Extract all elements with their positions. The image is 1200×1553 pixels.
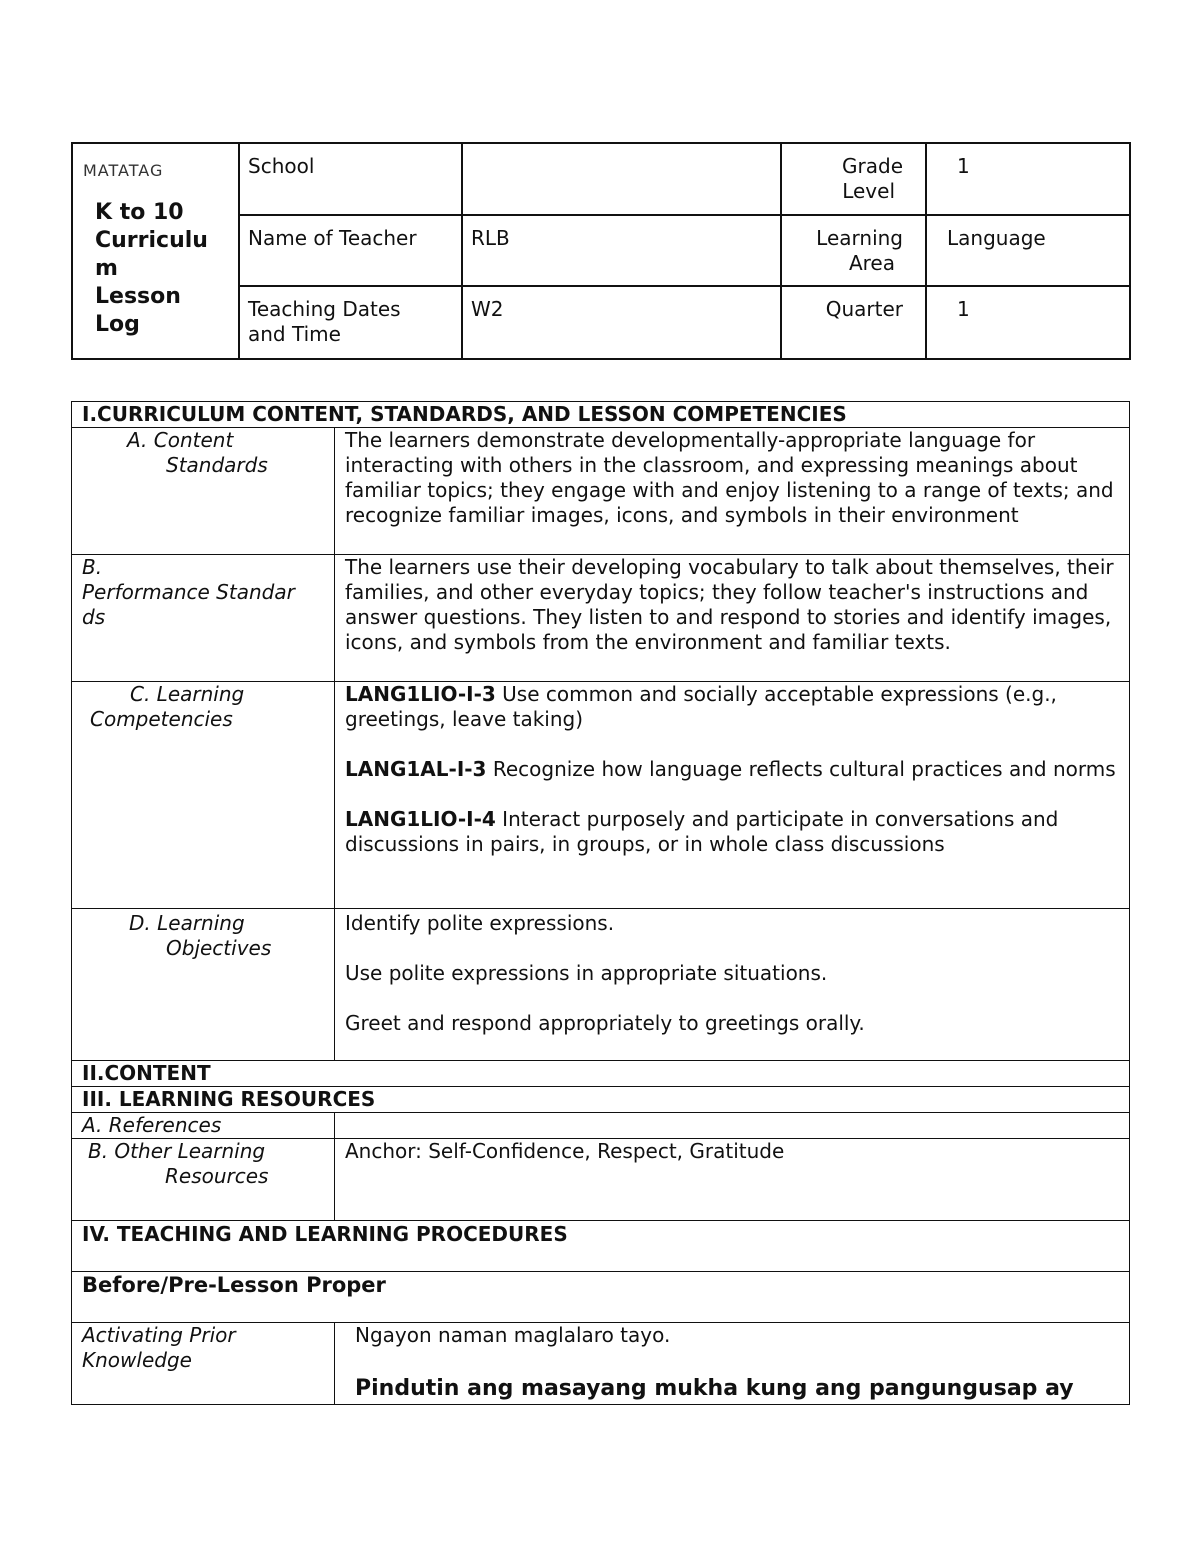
competency-item: LANG1LIO-I-3 Use common and socially acceptable expressions (e.g., greetings, leave taking): [345, 682, 1057, 731]
other-resources-label: B. Other Learning Resources: [72, 1139, 335, 1221]
competency-item: LANG1LIO-I-4 Interact purposely and participate in conversations and discussions in pairs, in groups, or in whole class discussions: [345, 807, 1059, 856]
learning-objectives-text: [335, 909, 1130, 1061]
learning-competencies-text: [335, 682, 1130, 909]
dates-label: Teaching Dates and Time: [239, 286, 462, 359]
performance-standards-label: B. Performance Standar ds: [72, 555, 335, 682]
grade-value: 1: [926, 143, 1130, 215]
activating-prior-knowledge-label: Activating Prior Knowledge: [72, 1323, 335, 1405]
school-label: School: [239, 143, 462, 215]
brand-label: MATATAG: [83, 161, 164, 180]
section-2-title: II.CONTENT: [72, 1061, 1130, 1087]
content-standards-label: A. Content Standards: [72, 428, 335, 555]
objective-item: Greet and respond appropriately to greetings orally.: [345, 1011, 865, 1035]
learning-competencies-label: C. Learning Competencies: [72, 682, 335, 909]
quarter-label: Quarter: [781, 286, 926, 359]
quarter-value: 1: [926, 286, 1130, 359]
references-label: A. References: [72, 1113, 335, 1139]
section-1-title: I.CURRICULUM CONTENT, STANDARDS, AND LESSON COMPETENCIES: [72, 402, 1130, 428]
learning-objectives-label: D. Learning Objectives: [72, 909, 335, 1061]
section-3-title: III. LEARNING RESOURCES: [72, 1087, 1130, 1113]
lesson-log-title: K to 10 Curriculu m Lesson Log: [95, 200, 208, 337]
teacher-value: RLB: [462, 215, 781, 286]
objective-item: Use polite expressions in appropriate situations.: [345, 961, 828, 985]
area-value: Language: [926, 215, 1130, 286]
references-value: [335, 1113, 1130, 1139]
teacher-label: Name of Teacher: [239, 215, 462, 286]
school-value: [462, 143, 781, 215]
grade-label: Grade Level: [781, 143, 926, 215]
pre-lesson-title: Before/Pre-Lesson Proper: [72, 1272, 1130, 1323]
objective-item: Identify polite expressions.: [345, 911, 615, 935]
content-standards-text: The learners demonstrate developmentally-appropriate language for interacting with others in the classroom, and expressing meanings about familiar topics; they engage with and enjoy listening to a range of texts; and recognize familiar images, icons, and symbols in their environment: [335, 428, 1130, 555]
competency-item: LANG1AL-I-3 Recognize how language reflects cultural practices and norms: [345, 757, 1116, 781]
other-resources-text: Anchor: Self-Confidence, Respect, Gratitude: [335, 1139, 1130, 1221]
logo-cell: [72, 143, 239, 359]
area-label: Learning Area: [781, 215, 926, 286]
dates-value: W2: [462, 286, 781, 359]
activating-prior-knowledge-text: Ngayon naman maglalaro tayo. Pindutin ang masayang mukha kung ang pangungusap ay: [335, 1323, 1130, 1405]
section-4-title: IV. TEACHING AND LEARNING PROCEDURES: [72, 1221, 1130, 1272]
lesson-table: [71, 401, 1130, 1405]
performance-standards-text: The learners use their developing vocabulary to talk about themselves, their families, and other everyday topics; they follow teacher's instructions and answer questions. They listen to and respond to stories and identify images, icons, and symbols from the environment and familiar texts.: [335, 555, 1130, 682]
header-table: [71, 142, 1131, 360]
